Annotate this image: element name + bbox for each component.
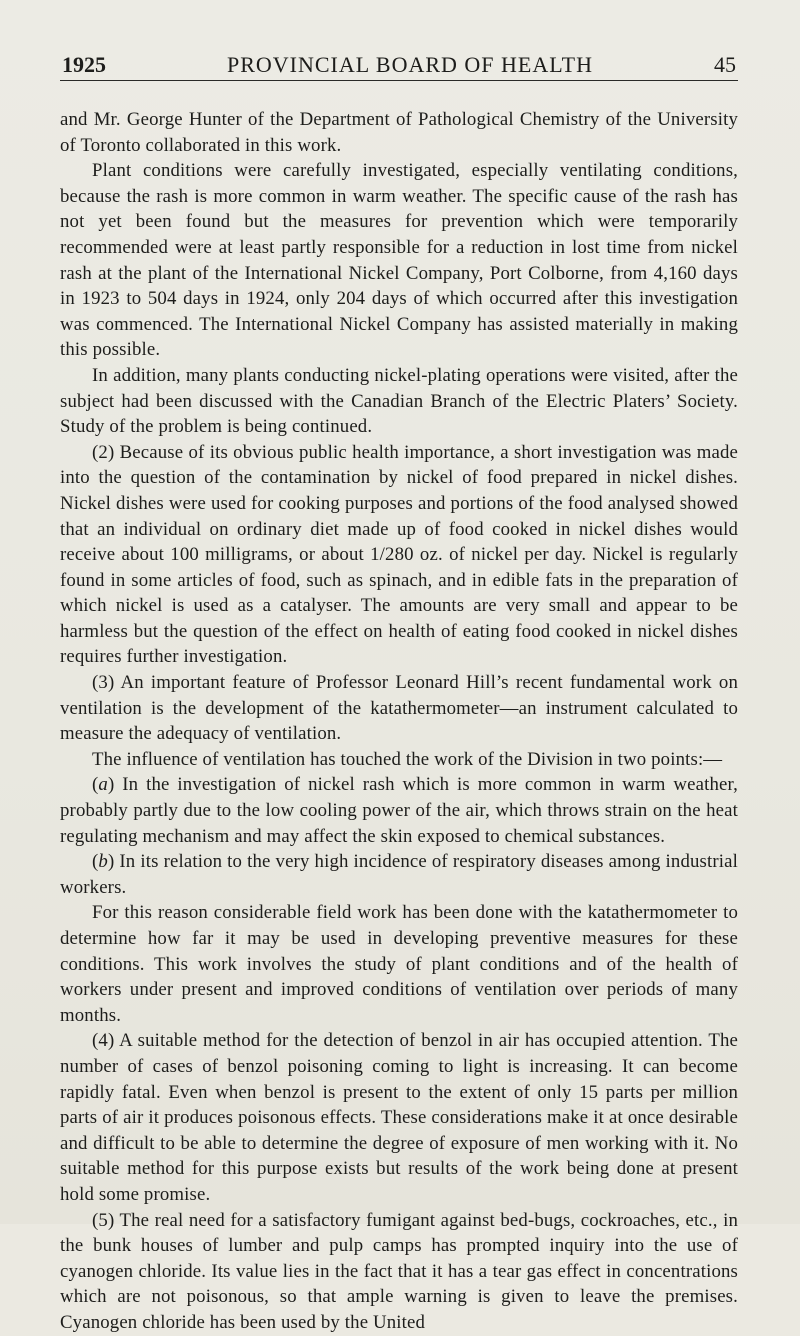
paragraph-item-5-fumigant: (5) The real need for a satisfactory fumigant against bed-bugs, cockroaches, etc., in the bunk houses of lumber and pulp camps has prompted inquiry into the use of cyanogen chloride. Its value lies in the fact that it has a tear gas effect in concentrations which are not poisonous, so that ample warning is given to leave the premises. Cyanogen chloride has been used by the United (60, 1209, 738, 1333)
page-number: 45 (713, 52, 736, 77)
paragraph-plant-conditions: Plant conditions were carefully investigated, especially ventilating conditions, because the rash is more common in warm weather. The specific cause of the rash has not yet been found but the measures for prevention which were temporarily recommended were at least partly responsible for a reduction in lost time from nickel rash at the plant of the International Nickel Company, Port Colborne, from 4,160 days in 1923 to 504 days in 1924, only 204 days of which occurred after this investigation was commenced. The International Nickel Company has assisted materially in making this possible. (60, 160, 738, 361)
paragraph-item-4-benzol: (4) A suitable method for the detection of benzol in air has occupied attention. The number of cases of benzol poisoning coming to light is increasing. It can become rapidly fatal. Even when benzol is present to the extent of only 15 parts per million parts of air it produces poisonous effects. These considerations make it at once desirable and difficult to be able to determine the degree of exposure of men working with it. No suitable method for this purpose exists but results of the work being done at present hold some promise. (60, 1030, 738, 1205)
paragraph-point-a: (a) In the investigation of nickel rash which is more common in warm weather, probably partly due to the low cooling power of the air, which throws strain on the heat regulating mechanism and may affect the skin exposed to chemical substances. (60, 774, 738, 847)
point-b-text: In its relation to the very high incidence of respiratory diseases among industrial workers. (60, 851, 738, 898)
paragraph-field-work: For this reason considerable field work has been done with the katathermometer to determine how far it may be used in developing preventive measures for these conditions. This work involves the study of plant conditions and of the health of workers under present and improved conditions of ventilation over periods of many months. (60, 902, 738, 1026)
paragraph-item-3-katathermometer: (3) An important feature of Professor Leonard Hill’s recent fundamental work on ventilation is the development of the katathermometer—an instrument calculated to measure the adequacy of ventilation. (60, 672, 738, 745)
point-a-label: a (98, 774, 108, 796)
paragraph-continuation: and Mr. George Hunter of the Department of Pathological Chemistry of the University of Toronto collaborated in this work. (60, 109, 738, 156)
point-b-label: b (98, 851, 108, 873)
header-year: 1925 (62, 52, 106, 77)
header-title: PROVINCIAL BOARD OF HEALTH (226, 52, 593, 77)
point-a-text: In the investigation of nickel rash which is more common in warm weather, probably partly due to the low cooling power of the air, which throws strain on the heat regulating mechanism and may affect the skin exposed to chemical substances. (60, 774, 738, 847)
paragraph-item-2-nickel-food: (2) Because of its obvious public health importance, a short investigation was made into the question of the contamination by nickel of food prepared in nickel dishes. Nickel dishes were used for cooking purposes and portions of the food analysed showed that an individual on ordinary diet made up of food cooked in nickel dishes would receive about 100 milligrams, or about 1/280 oz. of nickel per day. Nickel is regularly found in some articles of food, such as spinach, and in edible fats in the preparation of which nickel is used as a catalyser. The amounts are very small and appear to be harmless but the question of the effect on health of eating food cooked in nickel dishes requires further investigation. (60, 441, 738, 668)
body-text (60, 107, 738, 1336)
paragraph-ventilation-influence: The influence of ventilation has touched the work of the Division in two points:— (92, 748, 723, 770)
running-header (60, 52, 738, 81)
paragraph-nickel-plating: In addition, many plants conducting nickel-plating operations were visited, after the subject had been discussed with the Canadian Branch of the Electric Platers’ Society. Study of the problem is being continued. (60, 364, 738, 438)
paragraph-point-b: (b) In its relation to the very high incidence of respiratory diseases among industrial workers. (60, 851, 738, 898)
